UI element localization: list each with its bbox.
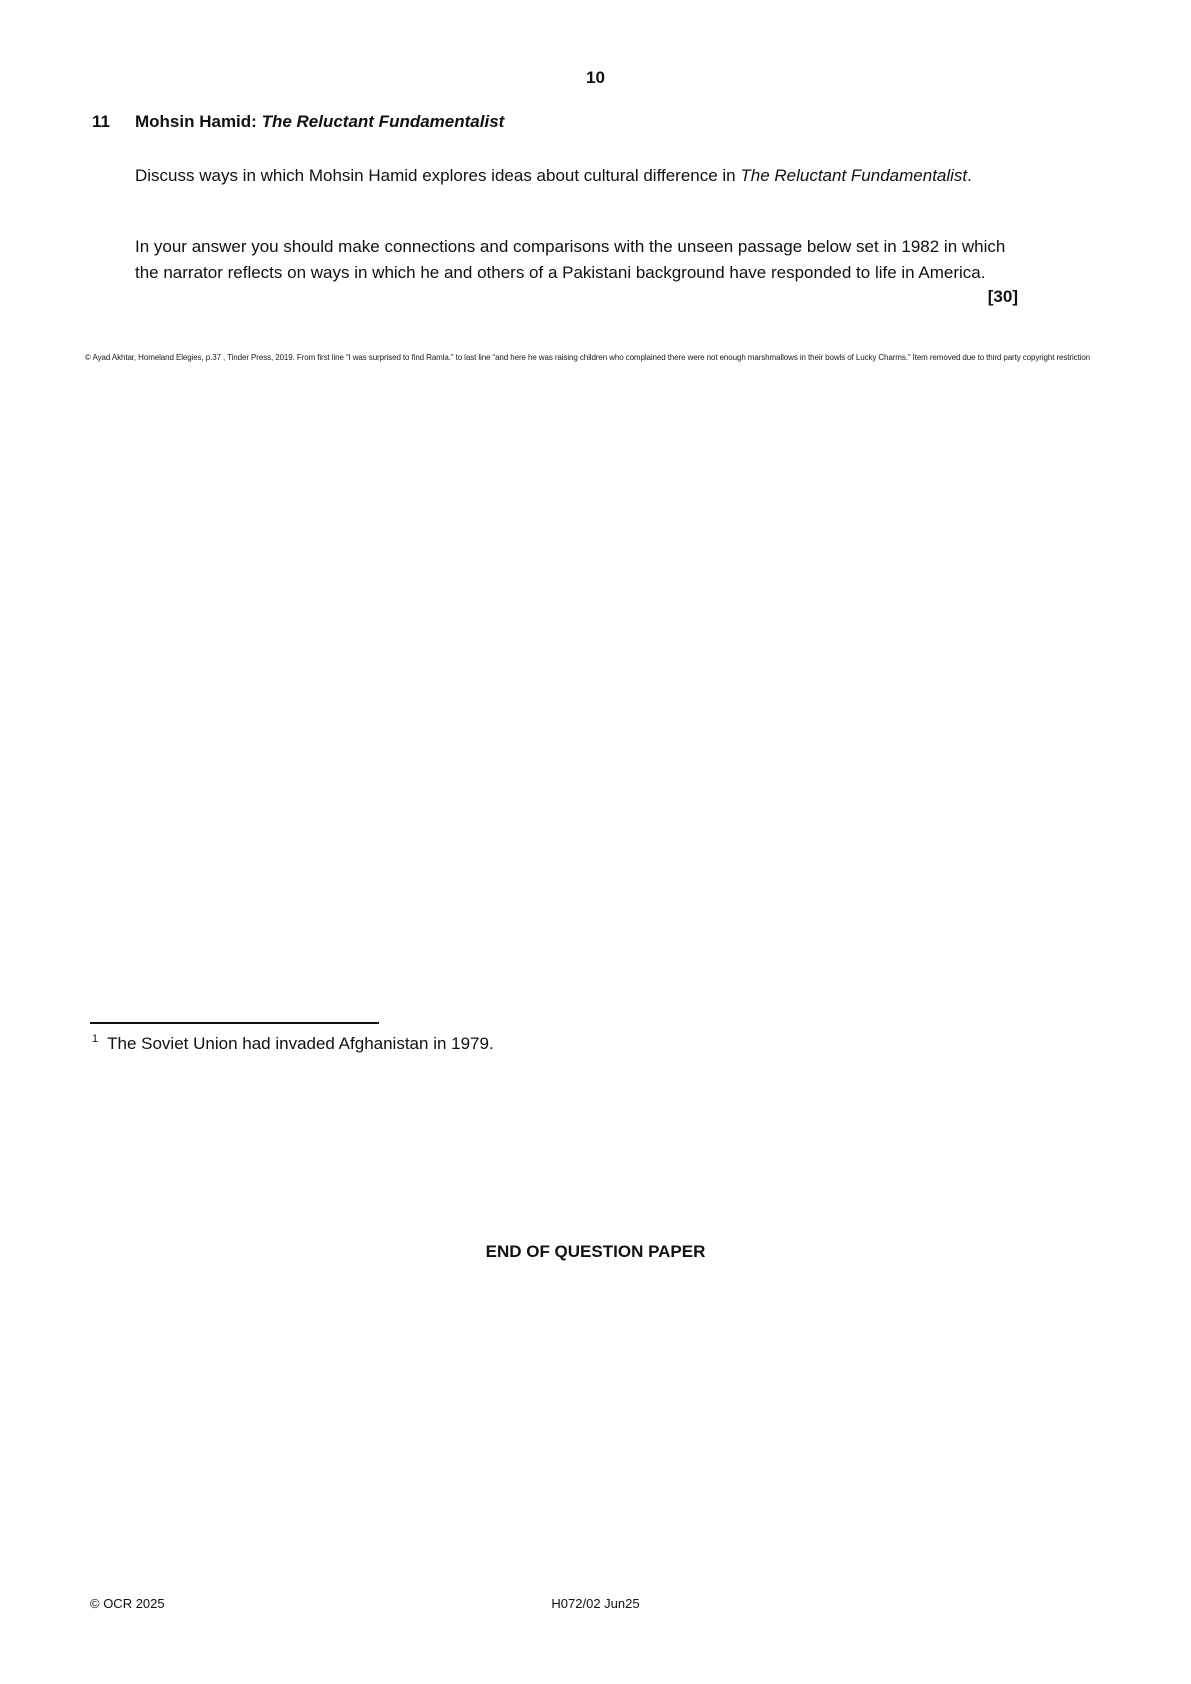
footnote-marker: 1 [92,1033,99,1046]
footer-copyright: © OCR 2025 [90,1596,165,1611]
question-instruction: In your answer you should make connections and comparisons with the unseen passage below set in 1982 in which the narrator reflects on ways in which he and others of a Pakistani background have responded to life in America. [135,237,1006,282]
copyright-removal-notice: © Ayad Akhtar, Homeland Elegies, p.37 , Tinder Press, 2019. From first line “I was surprised to find Ramla.” to last line “and here he was raising children who complained there were not enough marshmallows in their bowls of Lucky Charms.” Item removed due to third party copyright restriction [85,353,1091,362]
page-number: 10 [586,68,605,87]
footnote-divider [90,1022,379,1024]
end-of-question-paper-label: END OF QUESTION PAPER [485,1242,706,1261]
question-prompt [135,163,1023,189]
question-heading [135,112,504,132]
footer-paper-reference: H072/02 Jun25 [551,1596,640,1611]
question-book-title: The Reluctant Fundamentalist [261,112,505,131]
prompt-book-title: The Reluctant Fundamentalist [740,166,968,185]
marks-allocation: [30] [987,287,1018,306]
prompt-period: . [967,166,972,185]
footnote-text: The Soviet Union had invaded Afghanistan in 1979. [107,1034,494,1053]
footnote [92,1034,494,1054]
question-number: 11 [92,112,110,131]
prompt-text: Discuss ways in which Mohsin Hamid explores ideas about cultural difference in [135,166,741,185]
question-author: Mohsin Hamid: [135,112,262,131]
